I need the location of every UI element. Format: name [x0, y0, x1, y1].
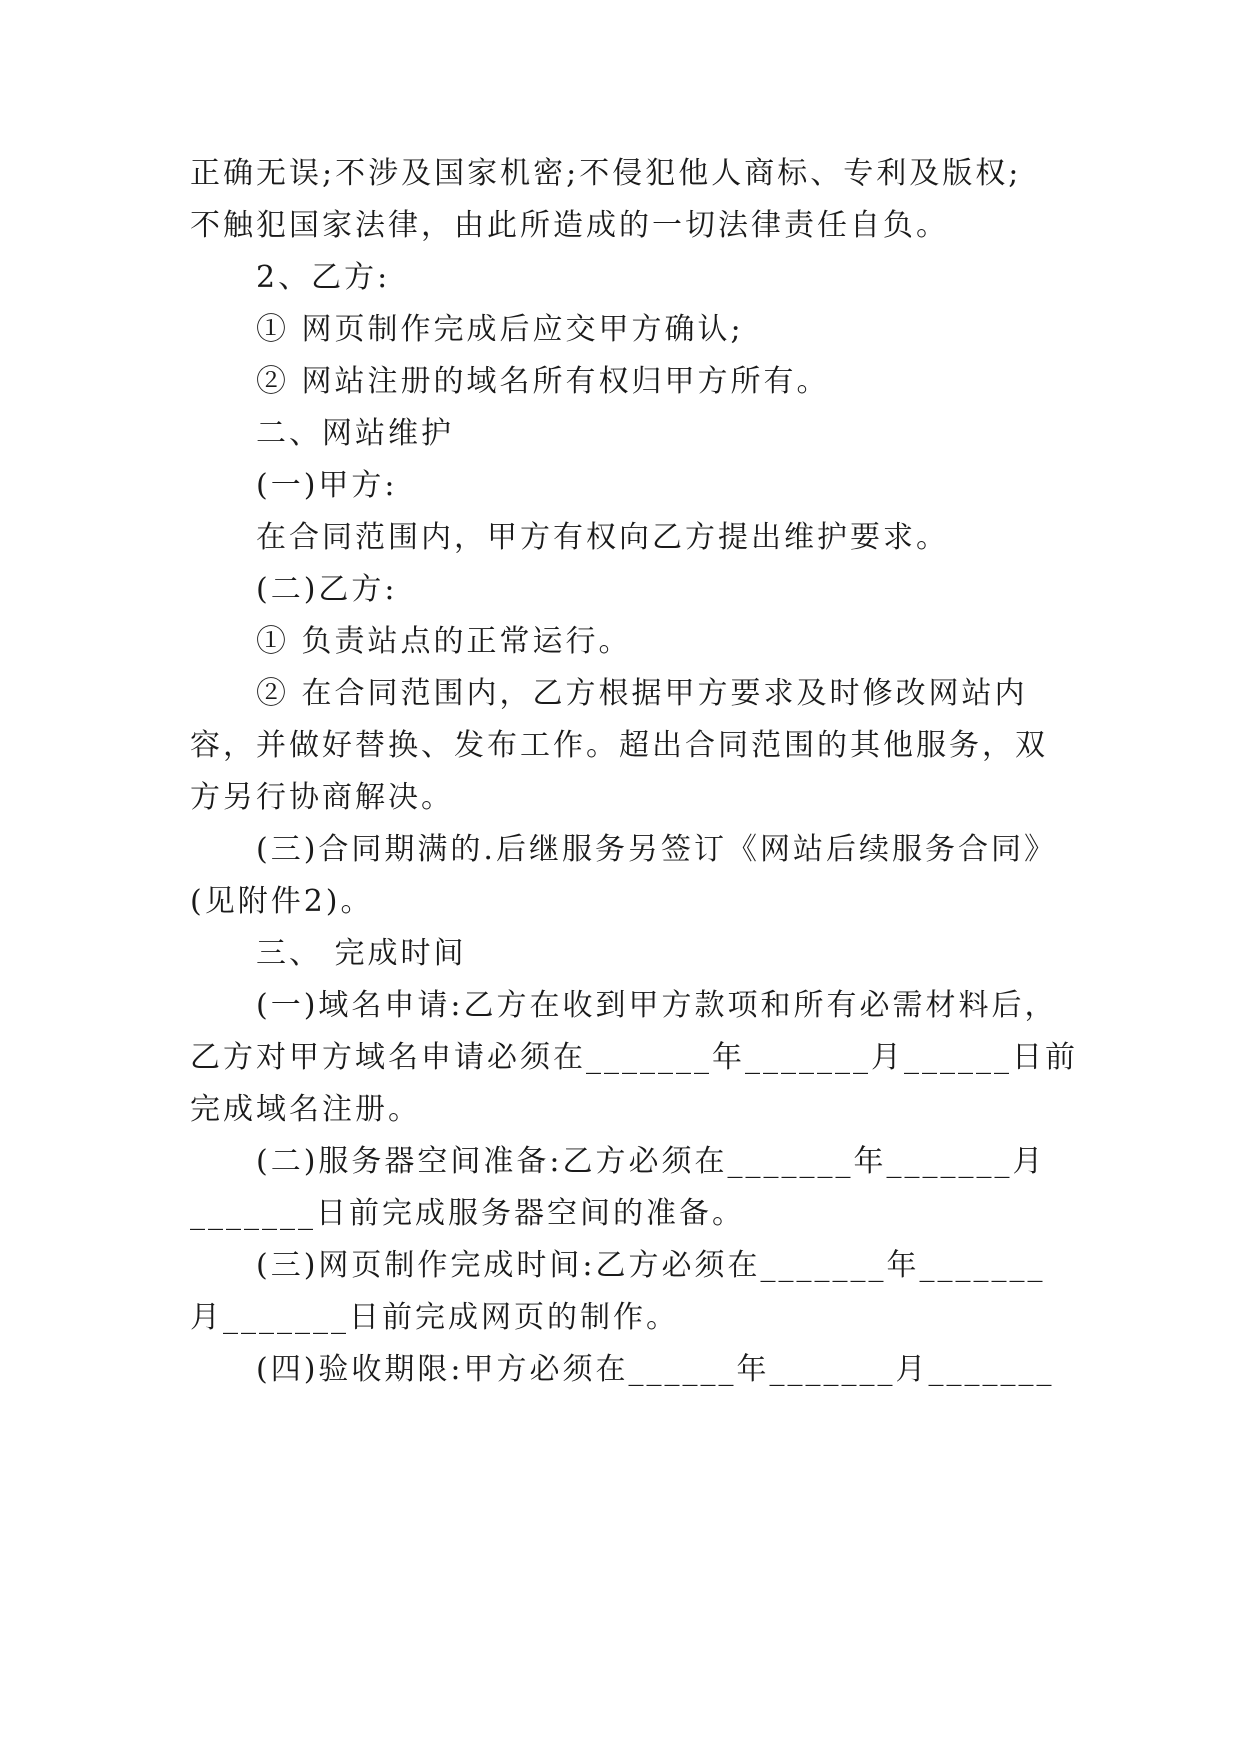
- text-line: (一)域名申请:乙方在收到甲方款项和所有必需材料后，: [256, 988, 1058, 1023]
- text-line: (三)网页制作完成时间:乙方必须在_______年_______: [256, 1248, 1046, 1283]
- section-heading: 三、 完成时间: [256, 936, 467, 971]
- text-line: 完成域名注册。: [190, 1092, 421, 1127]
- text-line: (四)验收期限:甲方必须在______年_______月_______: [256, 1352, 1055, 1387]
- text-line: (见附件2)。: [190, 884, 374, 919]
- section-heading: 二、网站维护: [256, 416, 454, 451]
- text-line: 在合同范围内，甲方有权向乙方提出维护要求。: [256, 520, 949, 555]
- text-line: ① 网页制作完成后应交甲方确认;: [256, 312, 744, 347]
- text-line: 容，并做好替换、发布工作。超出合同范围的其他服务，双: [190, 728, 1048, 763]
- text-line: 不触犯国家法律，由此所造成的一切法律责任自负。: [190, 208, 949, 243]
- text-line: (二)服务器空间准备:乙方必须在_______年_______月: [256, 1144, 1046, 1179]
- text-line: 方另行协商解决。: [190, 780, 454, 815]
- text-line: (二)乙方:: [256, 572, 398, 607]
- text-line: (一)甲方:: [256, 468, 398, 503]
- text-line: ① 负责站点的正常运行。: [256, 624, 632, 659]
- text-line: 乙方对甲方域名申请必须在_______年_______月______日前: [190, 1040, 1078, 1075]
- text-line: ② 在合同范围内，乙方根据甲方要求及时修改网站内: [256, 676, 1028, 711]
- text-line: 2、乙方:: [256, 260, 391, 295]
- text-line: (三)合同期满的.后继服务另签订《网站后续服务合同》: [256, 832, 1057, 867]
- text-line: 正确无误;不涉及国家机密;不侵犯他人商标、专利及版权;: [190, 156, 1022, 191]
- text-line: 月_______日前完成网页的制作。: [190, 1300, 679, 1335]
- text-line: ② 网站注册的域名所有权归甲方所有。: [256, 364, 830, 399]
- text-line: _______日前完成服务器空间的准备。: [190, 1196, 745, 1231]
